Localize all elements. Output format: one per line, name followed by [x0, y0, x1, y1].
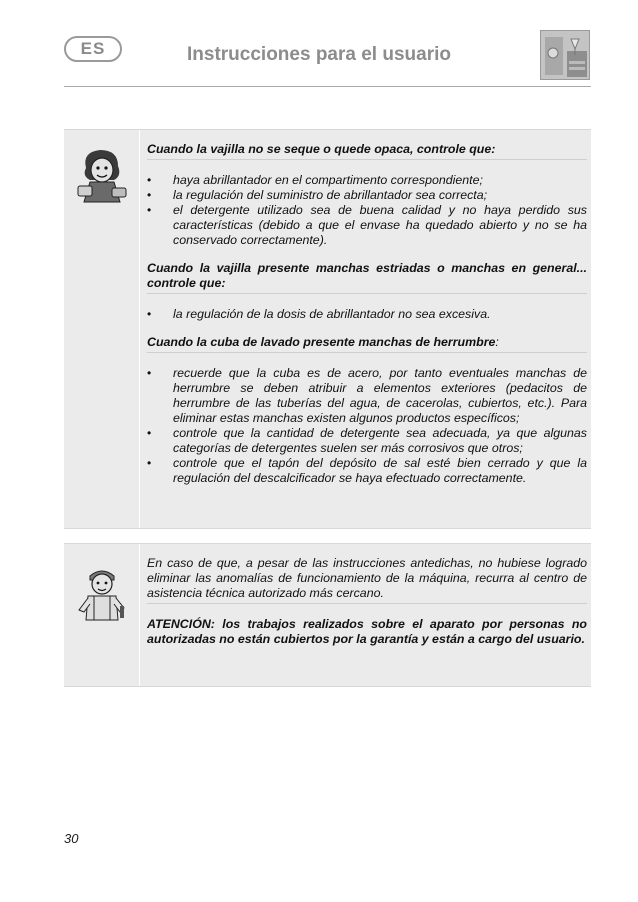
list-item — [147, 366, 587, 426]
header-divider — [64, 86, 591, 87]
section-icon-column — [64, 130, 140, 528]
list-item-text: la regulación de la dosis de abrillantador no sea excesiva. — [173, 307, 491, 321]
list-item — [147, 426, 587, 456]
list-item — [147, 307, 587, 322]
bullet-icon: • — [147, 366, 152, 380]
page-number: 30 — [64, 831, 79, 846]
list-item-text: el detergente utilizado sea de buena calidad y no haya perdido sus características (debido a que el envase ha quedado abierto y no se ha conservado correctamente). — [173, 203, 587, 247]
language-badge: ES — [64, 36, 122, 62]
bullet-icon: • — [147, 173, 152, 187]
section-text — [147, 142, 587, 486]
kitchen-photo-icon — [540, 30, 590, 80]
bullet-icon: • — [147, 188, 152, 202]
section-icon-column — [64, 544, 140, 686]
list-item — [147, 173, 587, 188]
list-item-text: controle que el tapón del depósito de sal esté bien cerrado y que la regulación del descalcificador se haya efectuado correctamente. — [173, 456, 587, 485]
section-text — [147, 556, 587, 647]
bullet-icon: • — [147, 307, 152, 321]
list-item-text: la regulación del suministro de abrillantador sea correcta; — [173, 188, 488, 202]
bullet-icon: • — [147, 203, 152, 217]
troubleshooting-section — [64, 129, 591, 529]
bullet-icon: • — [147, 426, 152, 440]
list-item-text: haya abrillantador en el compartimento correspondiente; — [173, 173, 483, 187]
technician-cartoon-icon — [76, 562, 128, 624]
list-item — [147, 188, 587, 203]
bullet-list — [147, 366, 587, 486]
section-heading-suffix: : — [495, 335, 499, 349]
section-heading — [147, 335, 587, 353]
section-heading: Cuando la vajilla no se seque o quede opaca, controle que: — [147, 142, 587, 160]
list-item-text: recuerde que la cuba es de acero, por tanto eventuales manchas de herrumbre se deben atribuir a elementos exteriores (pedacitos de herrumbre de las tuberías del agua, de cacerolas, cubiertos, etc.). Para eliminar estas manchas existen algunos productos específicos; — [173, 366, 587, 425]
bullet-icon: • — [147, 456, 152, 470]
bullet-list — [147, 173, 587, 248]
warning-text: ATENCIÓN: los trabajos realizados sobre el aparato por personas no autorizadas no están cubiertos por la garantía y están a cargo del usuario. — [147, 617, 587, 646]
page-title: Instrucciones para el usuario — [187, 44, 451, 65]
list-item — [147, 456, 587, 486]
list-item-text: controle que la cantidad de detergente sea adecuada, ya que algunas categorías de detergentes suelen ser más corrosivos que otros; — [173, 426, 587, 455]
section-heading-text: Cuando la cuba de lavado presente manchas de herrumbre — [147, 335, 496, 349]
woman-cartoon-icon — [76, 146, 128, 208]
section-heading: Cuando la vajilla presente manchas estriadas o manchas en general... controle que: — [147, 261, 587, 294]
bullet-list — [147, 307, 587, 322]
list-item — [147, 203, 587, 248]
service-paragraph: En caso de que, a pesar de las instrucciones antedichas, no hubiese logrado eliminar las anomalías de funcionamiento de la máquina, recurra al centro de asistencia técnica autorizado más cercano. — [147, 556, 587, 604]
service-section — [64, 543, 591, 687]
